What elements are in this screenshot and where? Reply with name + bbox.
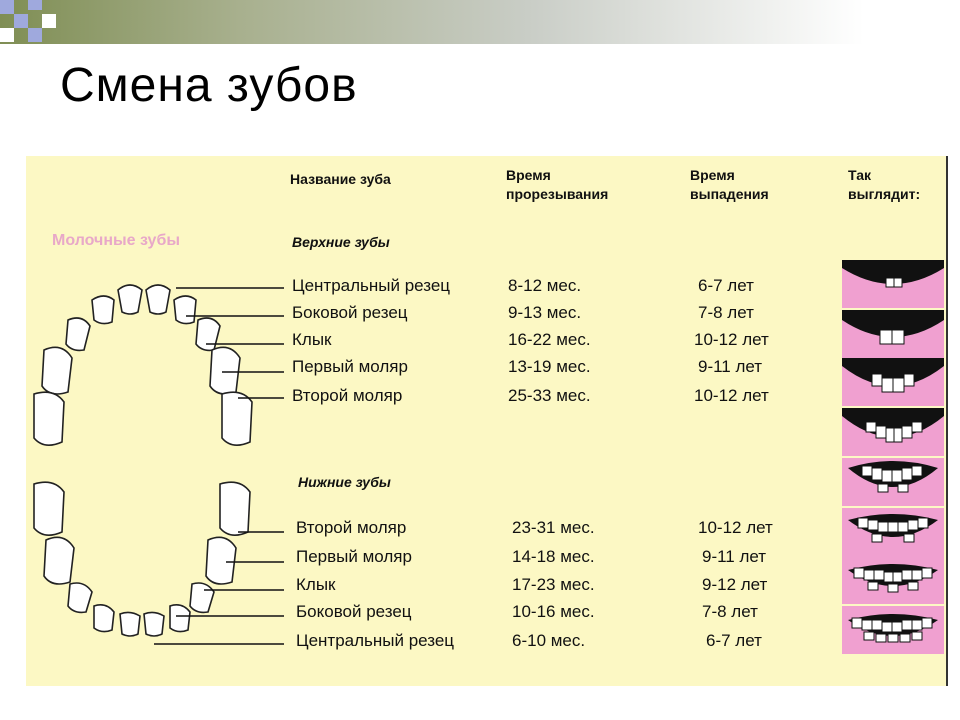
lower-row-name: Второй моляр (296, 518, 407, 537)
upper-tooth-icon (34, 392, 64, 445)
mouth-thumbnail (842, 458, 944, 506)
decor-square (28, 0, 42, 10)
upper-tooth-icon (92, 296, 114, 324)
upper-row-loss: 9-11 лет (698, 357, 763, 376)
lower-row-name: Первый моляр (296, 547, 412, 566)
upper-tooth-icon (196, 318, 220, 350)
lower-row-loss: 6-7 лет (706, 631, 762, 650)
upper-row-loss: 6-7 лет (698, 276, 754, 295)
decor-square (0, 28, 14, 42)
header-look-line1: Так (848, 167, 871, 183)
lower-tooth-icon (170, 605, 190, 632)
slide-title: Смена зубов (60, 59, 358, 112)
header-tooth-name: Название зуба (290, 171, 391, 187)
lower-row-eruption: 14-18 мес. (512, 547, 595, 566)
upper-row-name: Боковой резец (292, 303, 408, 322)
upper-row-eruption: 16-22 мес. (508, 330, 591, 349)
decor-square (28, 28, 42, 42)
upper-tooth-icon (174, 296, 196, 324)
decor-square (14, 14, 28, 28)
lower-row-eruption: 23-31 мес. (512, 518, 595, 537)
lower-row-loss: 7-8 лет (702, 602, 758, 621)
milk-teeth-label: Молочные зубы (52, 232, 180, 249)
upper-row-name: Клык (292, 330, 332, 349)
lower-row-eruption: 17-23 мес. (512, 575, 595, 594)
upper-tooth-icon (118, 285, 142, 314)
header-eruption-line2: прорезывания (506, 186, 609, 202)
upper-row-eruption: 9-13 мес. (508, 303, 582, 322)
lower-row-name: Центральный резец (296, 631, 455, 650)
lower-row-name: Боковой резец (296, 602, 412, 621)
upper-row-loss: 7-8 лет (698, 303, 754, 322)
header-look-line2: выглядит: (848, 186, 921, 202)
lower-row-loss: 10-12 лет (698, 518, 773, 537)
upper-row-eruption: 25-33 мес. (508, 386, 591, 405)
mouth-thumbnail (842, 556, 944, 604)
lower-row-eruption: 6-10 мес. (512, 631, 586, 650)
lower-tooth-icon (34, 482, 64, 535)
upper-tooth-icon (42, 347, 72, 394)
upper-row-name: Второй моляр (292, 386, 403, 405)
lower-row-loss: 9-12 лет (702, 575, 768, 594)
header-eruption-line1: Время (506, 167, 551, 183)
panel-edge (946, 156, 948, 686)
lower-teeth-label: Нижние зубы (298, 474, 391, 490)
lower-tooth-icon (190, 583, 214, 612)
lower-tooth-icon (220, 482, 250, 535)
header-loss (690, 166, 769, 204)
header-look (848, 166, 920, 204)
upper-tooth-icon (210, 347, 240, 394)
header-eruption (506, 166, 608, 204)
upper-row-name: Центральный резец (292, 276, 451, 295)
mouth-thumbnail (842, 408, 944, 456)
upper-row-name: Первый моляр (292, 357, 408, 376)
lower-row-loss: 9-11 лет (702, 547, 767, 566)
lower-row-name: Клык (296, 575, 336, 594)
lower-tooth-icon (94, 605, 114, 632)
decor-square (42, 14, 56, 28)
upper-tooth-icon (222, 392, 252, 445)
mouth-thumbnail (842, 508, 944, 556)
mouth-thumbnail (842, 260, 944, 308)
lower-tooth-icon (120, 612, 140, 636)
lower-tooth-icon (144, 612, 164, 636)
header-loss-line1: Время (690, 167, 735, 183)
mouth-thumbnail (842, 358, 944, 406)
lower-tooth-icon (206, 537, 236, 584)
upper-row-eruption: 13-19 мес. (508, 357, 591, 376)
header-loss-line2: выпадения (690, 186, 769, 202)
decor-square (0, 0, 14, 14)
lower-row-eruption: 10-16 мес. (512, 602, 595, 621)
lower-tooth-icon (68, 583, 92, 612)
upper-row-loss: 10-12 лет (694, 330, 769, 349)
mouth-thumbnail (842, 310, 944, 358)
upper-row-eruption: 8-12 мес. (508, 276, 582, 295)
upper-tooth-icon (66, 318, 90, 350)
mouth-thumbnail (842, 606, 944, 654)
upper-teeth-label: Верхние зубы (292, 234, 390, 250)
lower-tooth-icon (44, 537, 74, 584)
jaw-diagram (26, 270, 286, 670)
top-decorative-band (0, 0, 960, 44)
upper-tooth-icon (146, 285, 170, 314)
upper-row-loss: 10-12 лет (694, 386, 769, 405)
